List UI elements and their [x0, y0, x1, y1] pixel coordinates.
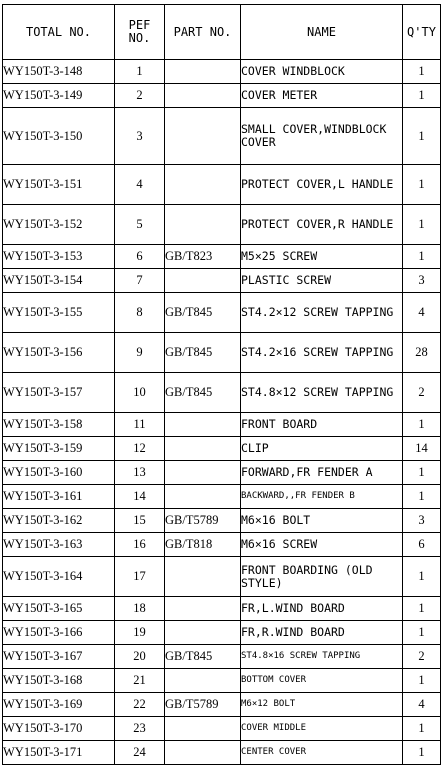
- table-body: [3, 60, 441, 765]
- part-no-cell: [165, 461, 241, 485]
- part-no-cell: [165, 485, 241, 509]
- total-no-cell: WY150T-3-155: [3, 293, 115, 333]
- ref-no-cell: 5: [115, 205, 165, 245]
- qty-cell: 1: [403, 597, 441, 621]
- ref-no-cell: 20: [115, 645, 165, 669]
- ref-no-cell: 2: [115, 84, 165, 108]
- table-row: [3, 597, 441, 621]
- name-cell: PLASTIC SCREW: [241, 269, 403, 293]
- part-no-cell: [165, 597, 241, 621]
- name-cell: PROTECT COVER,L HANDLE: [241, 165, 403, 205]
- ref-no-cell: 15: [115, 509, 165, 533]
- part-no-cell: GB/T845: [165, 293, 241, 333]
- total-no-cell: WY150T-3-156: [3, 333, 115, 373]
- header-part-no: PART NO.: [165, 5, 241, 60]
- table-row: [3, 717, 441, 741]
- total-no-cell: WY150T-3-151: [3, 165, 115, 205]
- ref-no-cell: 10: [115, 373, 165, 413]
- total-no-cell: WY150T-3-153: [3, 245, 115, 269]
- ref-no-cell: 7: [115, 269, 165, 293]
- qty-cell: 3: [403, 269, 441, 293]
- part-no-cell: [165, 60, 241, 84]
- table-row: [3, 293, 441, 333]
- name-cell: BACKWARD,,FR FENDER B: [241, 485, 403, 509]
- part-no-cell: [165, 621, 241, 645]
- table-header: [3, 5, 441, 60]
- ref-no-cell: 9: [115, 333, 165, 373]
- table-row: [3, 741, 441, 765]
- part-no-cell: GB/T845: [165, 373, 241, 413]
- name-cell: FRONT BOARD: [241, 413, 403, 437]
- table-row: [3, 60, 441, 84]
- name-cell: FR,L.WIND BOARD: [241, 597, 403, 621]
- table-row: [3, 165, 441, 205]
- ref-no-cell: 18: [115, 597, 165, 621]
- name-cell: M6×16 SCREW: [241, 533, 403, 557]
- part-no-cell: [165, 269, 241, 293]
- ref-no-cell: 4: [115, 165, 165, 205]
- qty-cell: 1: [403, 245, 441, 269]
- qty-cell: 1: [403, 165, 441, 205]
- ref-no-cell: 24: [115, 741, 165, 765]
- header-ref-no-line2: NO.: [128, 31, 151, 45]
- total-no-cell: WY150T-3-164: [3, 557, 115, 597]
- ref-no-cell: 17: [115, 557, 165, 597]
- ref-no-cell: 8: [115, 293, 165, 333]
- total-no-cell: WY150T-3-160: [3, 461, 115, 485]
- part-no-cell: GB/T823: [165, 245, 241, 269]
- part-no-cell: GB/T5789: [165, 509, 241, 533]
- total-no-cell: WY150T-3-168: [3, 669, 115, 693]
- qty-cell: 4: [403, 693, 441, 717]
- name-cell: PROTECT COVER,R HANDLE: [241, 205, 403, 245]
- qty-cell: 28: [403, 333, 441, 373]
- part-no-cell: [165, 108, 241, 165]
- total-no-cell: WY150T-3-150: [3, 108, 115, 165]
- total-no-cell: WY150T-3-148: [3, 60, 115, 84]
- ref-no-cell: 1: [115, 60, 165, 84]
- name-cell: CLIP: [241, 437, 403, 461]
- total-no-cell: WY150T-3-152: [3, 205, 115, 245]
- name-cell: CENTER COVER: [241, 741, 403, 765]
- table-row: [3, 437, 441, 461]
- part-no-cell: [165, 669, 241, 693]
- total-no-cell: WY150T-3-166: [3, 621, 115, 645]
- total-no-cell: WY150T-3-158: [3, 413, 115, 437]
- part-no-cell: GB/T5789: [165, 693, 241, 717]
- total-no-cell: WY150T-3-171: [3, 741, 115, 765]
- total-no-cell: WY150T-3-157: [3, 373, 115, 413]
- total-no-cell: WY150T-3-167: [3, 645, 115, 669]
- name-cell: FR,R.WIND BOARD: [241, 621, 403, 645]
- total-no-cell: WY150T-3-149: [3, 84, 115, 108]
- table-row: [3, 245, 441, 269]
- qty-cell: 1: [403, 60, 441, 84]
- total-no-cell: WY150T-3-162: [3, 509, 115, 533]
- name-cell: FORWARD,FR FENDER A: [241, 461, 403, 485]
- ref-no-cell: 22: [115, 693, 165, 717]
- part-no-cell: [165, 84, 241, 108]
- ref-no-cell: 13: [115, 461, 165, 485]
- qty-cell: 1: [403, 84, 441, 108]
- name-cell: COVER METER: [241, 84, 403, 108]
- ref-no-cell: 12: [115, 437, 165, 461]
- table-row: [3, 693, 441, 717]
- ref-no-cell: 14: [115, 485, 165, 509]
- ref-no-cell: 6: [115, 245, 165, 269]
- header-row: [3, 5, 441, 60]
- part-no-cell: GB/T845: [165, 333, 241, 373]
- name-cell: SMALL COVER,WINDBLOCK COVER: [241, 108, 403, 165]
- table-row: [3, 333, 441, 373]
- header-ref-no-line1: PEF: [128, 18, 151, 32]
- header-total-no: TOTAL NO.: [3, 5, 115, 60]
- total-no-cell: WY150T-3-169: [3, 693, 115, 717]
- ref-no-cell: 21: [115, 669, 165, 693]
- table-row: [3, 461, 441, 485]
- part-no-cell: [165, 205, 241, 245]
- table-row: [3, 485, 441, 509]
- table-row: [3, 269, 441, 293]
- total-no-cell: WY150T-3-165: [3, 597, 115, 621]
- qty-cell: 1: [403, 717, 441, 741]
- qty-cell: 6: [403, 533, 441, 557]
- total-no-cell: WY150T-3-159: [3, 437, 115, 461]
- name-cell: M6×16 BOLT: [241, 509, 403, 533]
- table-row: [3, 533, 441, 557]
- name-cell: M5×25 SCREW: [241, 245, 403, 269]
- name-cell: ST4.8×12 SCREW TAPPING: [241, 373, 403, 413]
- ref-no-cell: 11: [115, 413, 165, 437]
- table-row: [3, 621, 441, 645]
- part-no-cell: [165, 413, 241, 437]
- qty-cell: 1: [403, 485, 441, 509]
- table-row: [3, 84, 441, 108]
- qty-cell: 14: [403, 437, 441, 461]
- table-row: [3, 509, 441, 533]
- table-row: [3, 108, 441, 165]
- qty-cell: 4: [403, 293, 441, 333]
- table-row: [3, 413, 441, 437]
- total-no-cell: WY150T-3-163: [3, 533, 115, 557]
- name-cell: ST4.8×16 SCREW TAPPING: [241, 645, 403, 669]
- total-no-cell: WY150T-3-161: [3, 485, 115, 509]
- total-no-cell: WY150T-3-170: [3, 717, 115, 741]
- qty-cell: 1: [403, 461, 441, 485]
- table-row: [3, 373, 441, 413]
- total-no-cell: WY150T-3-154: [3, 269, 115, 293]
- qty-cell: 2: [403, 373, 441, 413]
- name-cell: FRONT BOARDING (OLD STYLE): [241, 557, 403, 597]
- ref-no-cell: 3: [115, 108, 165, 165]
- ref-no-cell: 16: [115, 533, 165, 557]
- table-row: [3, 205, 441, 245]
- part-no-cell: [165, 741, 241, 765]
- qty-cell: 1: [403, 205, 441, 245]
- table-row: [3, 557, 441, 597]
- qty-cell: 1: [403, 557, 441, 597]
- qty-cell: 1: [403, 669, 441, 693]
- part-no-cell: GB/T818: [165, 533, 241, 557]
- qty-cell: 1: [403, 741, 441, 765]
- name-cell: COVER MIDDLE: [241, 717, 403, 741]
- qty-cell: 3: [403, 509, 441, 533]
- table-row: [3, 669, 441, 693]
- part-no-cell: [165, 717, 241, 741]
- qty-cell: 2: [403, 645, 441, 669]
- part-no-cell: [165, 165, 241, 205]
- header-qty: Q'TY: [403, 5, 441, 60]
- ref-no-cell: 23: [115, 717, 165, 741]
- name-cell: COVER WINDBLOCK: [241, 60, 403, 84]
- part-no-cell: [165, 437, 241, 461]
- qty-cell: 1: [403, 621, 441, 645]
- header-ref-no: [115, 5, 165, 60]
- header-name: NAME: [241, 5, 403, 60]
- name-cell: ST4.2×16 SCREW TAPPING: [241, 333, 403, 373]
- ref-no-cell: 19: [115, 621, 165, 645]
- part-no-cell: [165, 557, 241, 597]
- name-cell: BOTTOM COVER: [241, 669, 403, 693]
- name-cell: M6×12 BOLT: [241, 693, 403, 717]
- part-no-cell: GB/T845: [165, 645, 241, 669]
- qty-cell: 1: [403, 413, 441, 437]
- parts-list-table: [2, 4, 441, 765]
- qty-cell: 1: [403, 108, 441, 165]
- name-cell: ST4.2×12 SCREW TAPPING: [241, 293, 403, 333]
- table-row: [3, 645, 441, 669]
